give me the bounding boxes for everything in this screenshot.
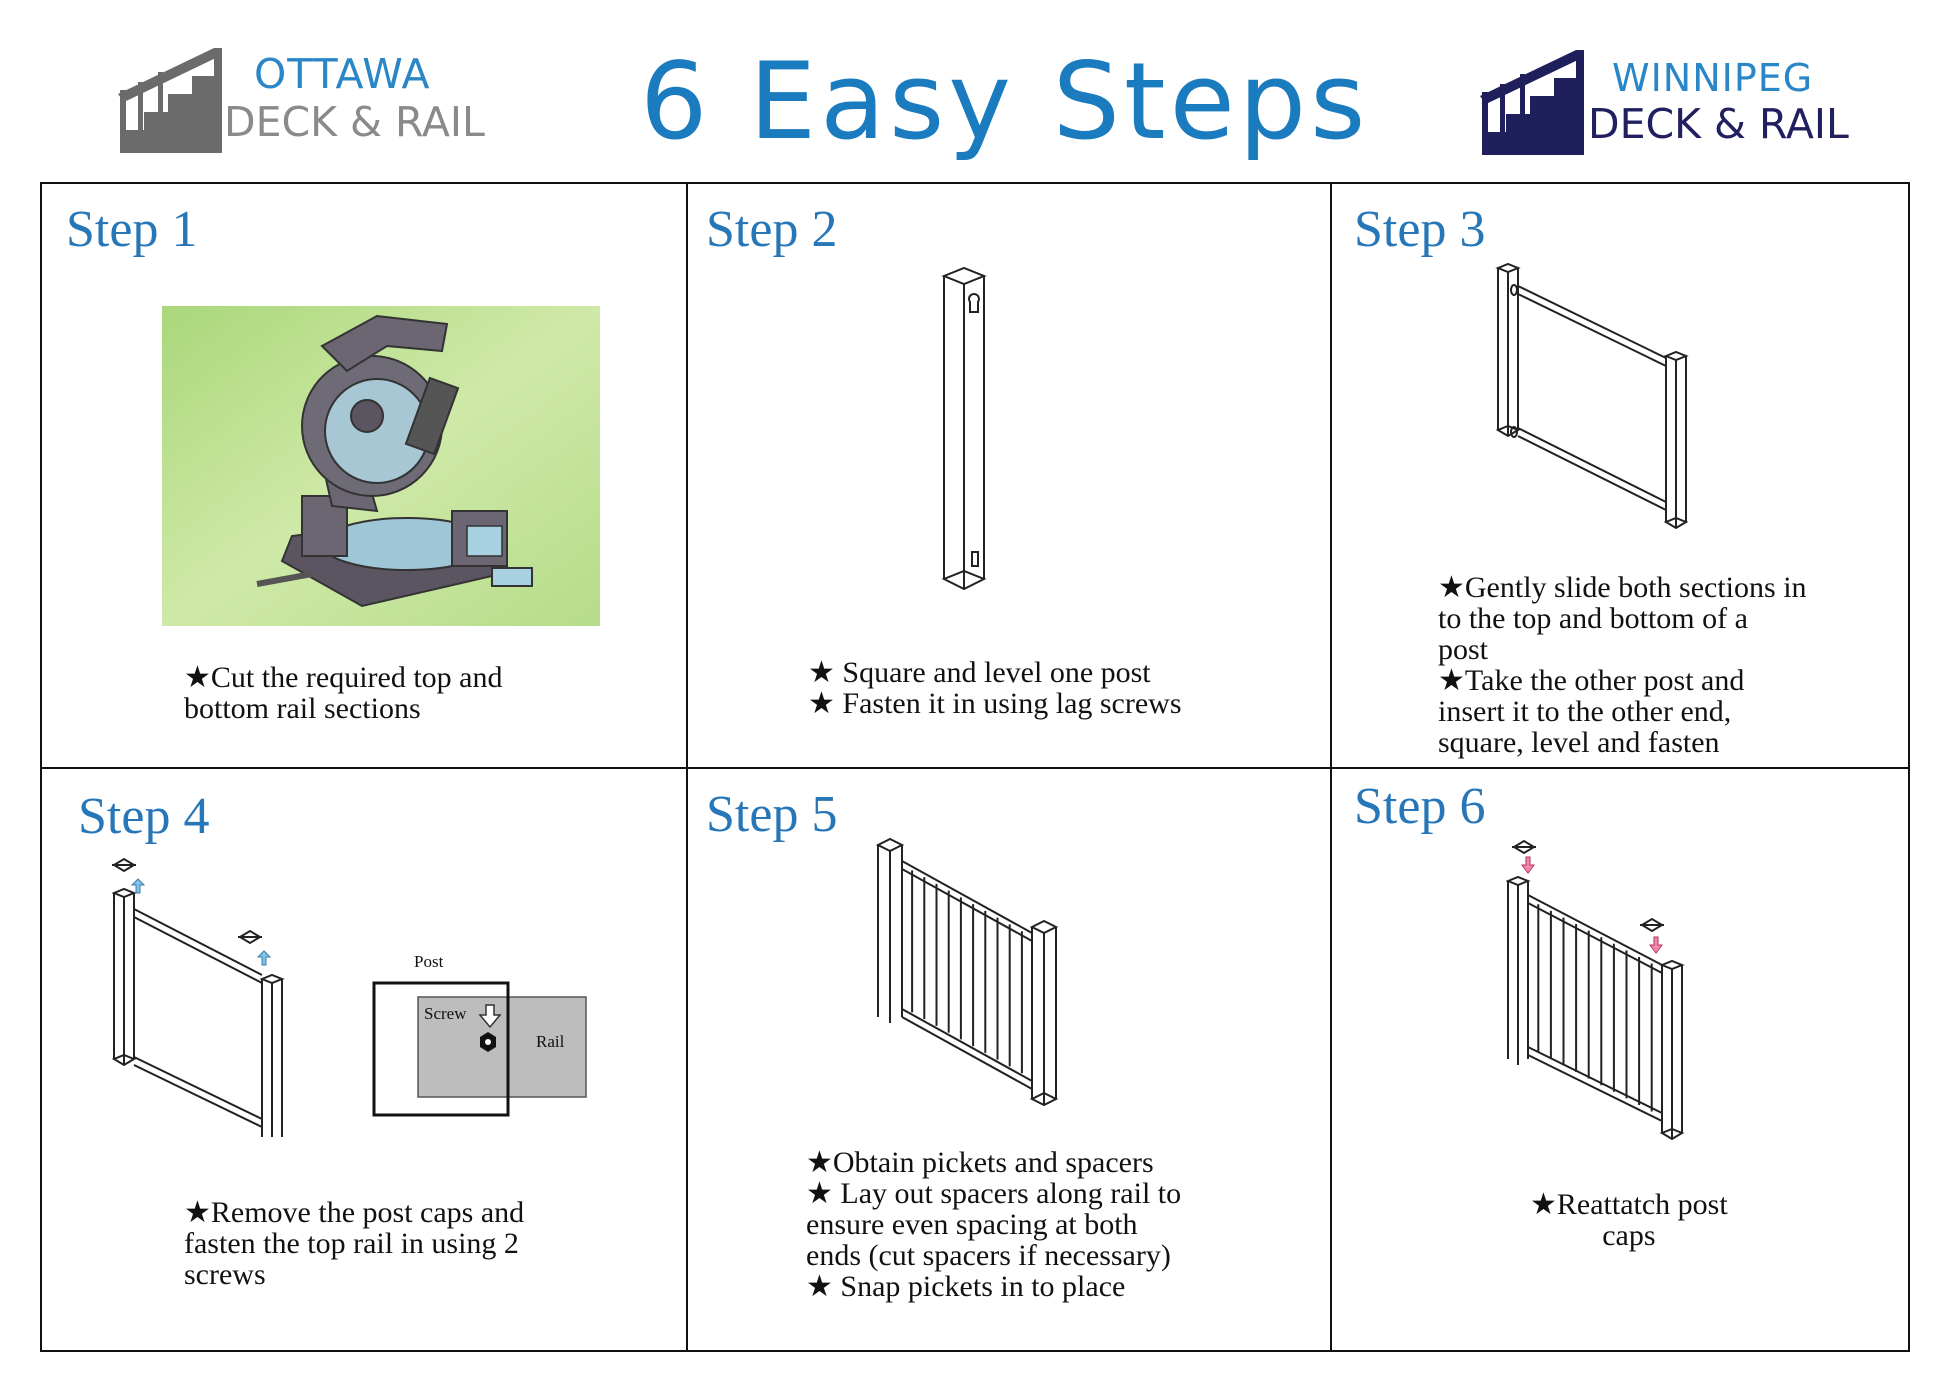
step-5-title: Step 5	[706, 786, 838, 843]
step-2-text	[808, 657, 1182, 719]
step-5-line: ★ Snap pickets in to place	[806, 1270, 1126, 1303]
step-3-line: ★Gently slide both sections in	[1438, 571, 1807, 604]
post-drawing	[934, 264, 1014, 604]
step-3-line: square, level and fasten	[1438, 726, 1720, 759]
step-4-title: Step 4	[78, 788, 210, 845]
step-2-line: ★ Fasten it in using lag screws	[808, 687, 1182, 720]
step-5-line: ends (cut spacers if necessary)	[806, 1239, 1171, 1272]
step-4-cell	[42, 767, 686, 1352]
step-2-cell	[686, 184, 1330, 767]
rail-drawing	[112, 847, 312, 1137]
step-4-line: ★Remove the post caps and	[184, 1196, 525, 1229]
step-4-text	[184, 1197, 524, 1290]
step-5-line: ★Obtain pickets and spacers	[806, 1146, 1154, 1179]
step-3-line: to the top and bottom of a	[1438, 602, 1748, 635]
rail-with-pickets-drawing	[876, 837, 1076, 1127]
step-5-line: ★ Lay out spacers along rail to	[806, 1177, 1182, 1210]
page-title: 6 Easy Steps	[640, 40, 1370, 163]
step-6-title: Step 6	[1354, 778, 1486, 835]
ottawa-logo-line1: OTTAWA	[254, 50, 431, 98]
step-1-cell	[42, 184, 686, 767]
step-6-text	[1530, 1189, 1728, 1251]
step-5-text	[806, 1147, 1181, 1302]
step-4-line: fasten the top rail in using 2	[184, 1227, 519, 1260]
screw-inset-diagram	[362, 947, 602, 1137]
step-3-line: insert it to the other end,	[1438, 695, 1732, 728]
staircase-logo-icon	[118, 48, 230, 153]
step-5-cell	[686, 767, 1330, 1352]
winnipeg-logo-line2: DECK & RAIL	[1588, 100, 1849, 148]
winnipeg-logo	[1480, 50, 1880, 160]
rail-drawing	[1490, 258, 1710, 538]
step-5-line: ensure even spacing at both	[806, 1208, 1138, 1241]
step-3-title: Step 3	[1354, 201, 1486, 258]
inset-screw-label: Screw	[424, 1004, 467, 1023]
step-1-title: Step 1	[66, 201, 198, 258]
miter-saw-illustration	[162, 306, 600, 626]
step-3-line: post	[1438, 633, 1489, 666]
step-3-cell	[1330, 184, 1910, 767]
step-2-line: ★ Square and level one post	[808, 656, 1151, 689]
winnipeg-logo-line1: WINNIPEG	[1612, 56, 1814, 100]
step-1-text	[184, 662, 503, 724]
step-6-cell	[1330, 767, 1910, 1352]
inset-post-label: Post	[414, 952, 444, 971]
step-3-text	[1438, 572, 1807, 758]
ottawa-logo	[118, 48, 498, 158]
step-3-line: ★Take the other post and	[1438, 664, 1745, 697]
ottawa-logo-line2: DECK & RAIL	[224, 98, 485, 146]
step-6-line: caps	[1602, 1219, 1656, 1252]
inset-rail-label: Rail	[536, 1032, 565, 1051]
step-6-line: ★Reattatch post	[1530, 1188, 1728, 1221]
step-1-line: ★Cut the required top and	[184, 661, 503, 694]
step-2-title: Step 2	[706, 201, 838, 258]
steps-grid	[40, 182, 1910, 1352]
step-1-line: bottom rail sections	[184, 692, 421, 725]
staircase-logo-icon	[1480, 50, 1592, 155]
rail-with-caps-drawing	[1506, 837, 1706, 1147]
step-4-line: screws	[184, 1258, 266, 1291]
